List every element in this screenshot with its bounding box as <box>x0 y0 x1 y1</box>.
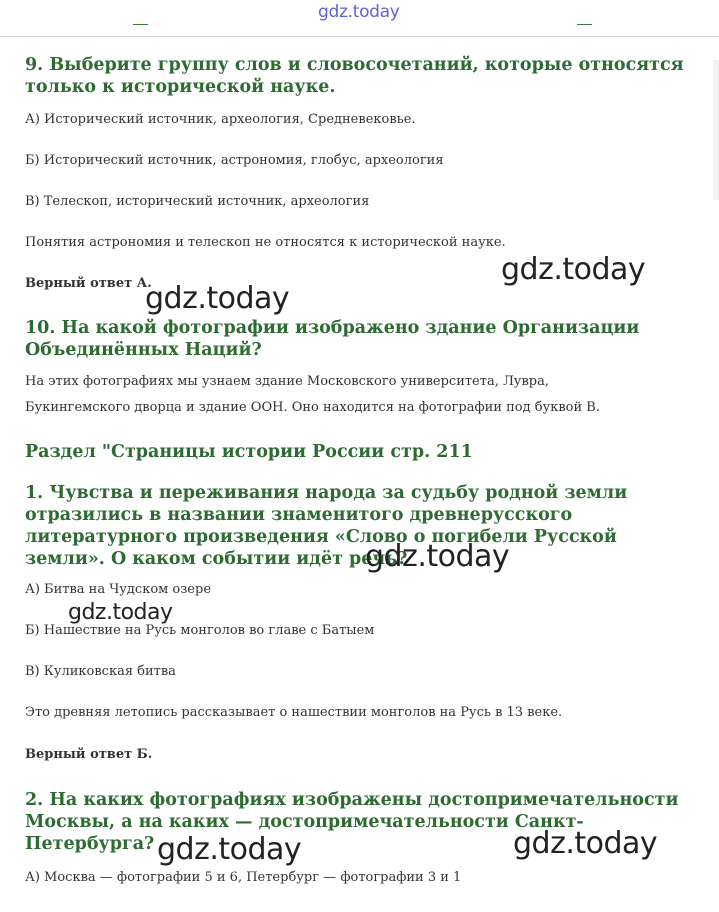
question-9-title: 9. Выберите группу слов и словосочетаний, которые относятся только к исторической науке. <box>25 55 684 97</box>
section-question-2-title: 2. На каких фотографиях изображены достопримечательности Москвы, а на каких — достопримечательности Санкт-Петербурга? <box>25 790 679 854</box>
section-question-2-option-a: А) Москва — фотографии 5 и 6, Петербург — фотографии 3 и 1 <box>25 870 462 885</box>
question-10-title: 10. На какой фотографии изображено здание Организации Объединённых Наций? <box>25 318 640 360</box>
section-question-1-explanation: Это древняя летопись рассказывает о нашествии монголов на Русь в 13 веке. <box>25 705 563 720</box>
question-10-explanation-line-1: На этих фотографиях мы узнаем здание Московского университета, Лувра, <box>25 374 549 389</box>
watermark: gdz.today <box>157 832 302 867</box>
watermark: gdz.today <box>501 252 646 287</box>
site-logo[interactable]: gdz.today <box>318 2 400 22</box>
scrollbar-track[interactable] <box>713 60 719 200</box>
section-question-1-answer: Верный ответ Б. <box>25 747 153 762</box>
watermark: gdz.today <box>68 600 173 625</box>
question-9-explanation: Понятия астрономия и телескоп не относятся к исторической науке. <box>25 235 506 250</box>
question-9-answer: Верный ответ А. <box>25 276 152 291</box>
section-question-1-option-b: Б) Нашествие на Русь монголов во главе с Батыем <box>25 623 375 638</box>
tab-indicator <box>133 24 148 25</box>
watermark: gdz.today <box>365 539 510 574</box>
section-question-1-option-a: А) Битва на Чудском озере <box>25 582 212 597</box>
question-9-option-c: В) Телескоп, исторический источник, археология <box>25 194 370 209</box>
watermark: gdz.today <box>145 281 290 316</box>
section-question-1-title: 1. Чувства и переживания народа за судьбу родной земли отразились в названии знаменитого древнерусского литературного произведения «Слово о погибели Русской земли». О каком событии идёт речь? <box>25 483 628 569</box>
section-question-1-option-c: В) Куликовская битва <box>25 664 176 679</box>
tab-indicator <box>577 24 592 25</box>
section-title: Раздел "Страницы истории России стр. 211 <box>25 442 473 462</box>
question-9-option-a: А) Исторический источник, археология, Средневековье. <box>25 112 416 127</box>
question-10-explanation-line-2: Букингемского дворца и здание ООН. Оно находится на фотографии под буквой В. <box>25 400 600 415</box>
top-bar <box>0 0 719 37</box>
question-9-option-b: Б) Исторический источник, астрономия, глобус, археология <box>25 153 444 168</box>
watermark: gdz.today <box>513 826 658 861</box>
